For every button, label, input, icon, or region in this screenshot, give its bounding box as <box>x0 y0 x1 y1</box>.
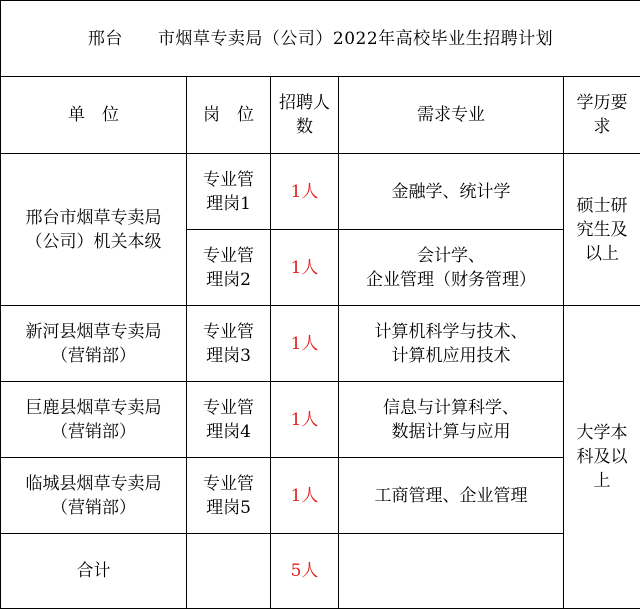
education-cell: 硕士研 究生及 以上 <box>564 154 640 306</box>
header-education: 学历要 求 <box>564 77 640 154</box>
table-row <box>1 382 640 458</box>
table-row <box>1 458 640 534</box>
header-count: 招聘人 数 <box>271 77 339 154</box>
unit-cell: 临城县烟草专卖局 （营销部） <box>1 458 187 534</box>
post-cell: 专业管 理岗3 <box>187 306 271 382</box>
header-post: 岗 位 <box>187 77 271 154</box>
count-cell: 1人 <box>271 154 339 230</box>
header-major: 需求专业 <box>339 77 564 154</box>
count-cell: 1人 <box>271 458 339 534</box>
major-cell: 计算机科学与技术、 计算机应用技术 <box>339 306 564 382</box>
post-cell: 专业管 理岗2 <box>187 230 271 306</box>
count-cell: 1人 <box>271 382 339 458</box>
major-cell: 金融学、统计学 <box>339 154 564 230</box>
unit-cell: 新河县烟草专卖局 （营销部） <box>1 306 187 382</box>
post-cell: 专业管 理岗5 <box>187 458 271 534</box>
table-row <box>1 306 640 382</box>
education-cell: 大学本 科及以 上 <box>564 306 640 609</box>
total-row <box>1 534 640 609</box>
total-post-empty <box>187 534 271 609</box>
post-cell: 专业管 理岗1 <box>187 154 271 230</box>
table-title: 邢台 市烟草专卖局（公司）2022年高校毕业生招聘计划 <box>1 1 640 77</box>
total-count: 5人 <box>271 534 339 609</box>
unit-cell: 邢台市烟草专卖局 （公司）机关本级 <box>1 154 187 306</box>
header-unit: 单 位 <box>1 77 187 154</box>
count-cell: 1人 <box>271 230 339 306</box>
post-cell: 专业管 理岗4 <box>187 382 271 458</box>
table-row <box>1 154 640 230</box>
total-major-empty <box>339 534 564 609</box>
major-cell: 信息与计算科学、 数据计算与应用 <box>339 382 564 458</box>
total-label: 合计 <box>1 534 187 609</box>
count-cell: 1人 <box>271 306 339 382</box>
title-row <box>1 1 640 77</box>
major-cell: 工商管理、企业管理 <box>339 458 564 534</box>
major-cell: 会计学、 企业管理（财务管理） <box>339 230 564 306</box>
unit-cell: 巨鹿县烟草专卖局 （营销部） <box>1 382 187 458</box>
header-row <box>1 77 640 154</box>
